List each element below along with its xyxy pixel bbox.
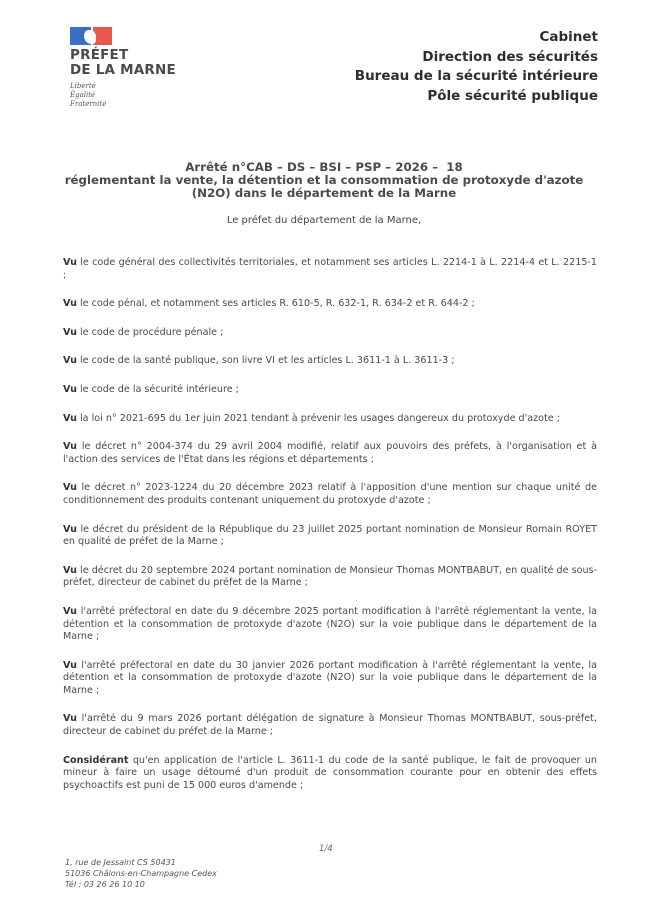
paragraph-text: le décret du président de la République du 23 juillet 2025 portant nomination de Monsieur Romain ROYET en qualité de préfet de la Marne ; — [63, 523, 597, 548]
legal-paragraph — [63, 660, 597, 698]
paragraph-text: le code de la santé publique, son livre VI et les articles L. 3611-1 à L. 3611-3 ; — [76, 355, 455, 367]
footer-address-line1: 1, rue de Jessaint CS 50431 — [65, 858, 176, 867]
legal-paragraph — [63, 606, 597, 644]
legal-paragraph — [63, 384, 597, 397]
paragraph-text: le décret du 20 septembre 2024 portant nomination de Monsieur Thomas MONTBABUT, en qualité de sous-préfet, directeur de cabinet du préfet de la Marne ; — [63, 564, 597, 589]
paragraph-text: la loi n° 2021-695 du 1er juin 2021 tendant à prévenir les usages dangereux du protoxyde d'azote ; — [76, 412, 560, 424]
service-line: Direction des sécurités — [422, 48, 598, 65]
footer-phone: Tél : 03 26 26 10 10 — [65, 880, 145, 889]
legal-paragraph — [63, 482, 597, 507]
paragraph-lead: Vu — [63, 713, 77, 725]
motto-egalite: Égalité — [70, 91, 96, 99]
decree-subject-line1: réglementant la vente, la détention et la consommation de protoxyde d'azote — [64, 173, 584, 187]
logo-title-line1: PRÉFET — [70, 47, 129, 63]
paragraph-text: le code de procédure pénale ; — [76, 326, 224, 338]
paragraph-lead: Considérant — [63, 754, 129, 766]
legal-paragraph — [63, 298, 597, 311]
paragraph-lead: Vu — [63, 383, 77, 395]
footer-address — [65, 857, 217, 890]
paragraph-text: le décret n° 2004-374 du 29 avril 2004 modifié, relatif aux pouvoirs des préfets, à l'organisation et à l'action des services de l'État dans les régions et départements ; — [63, 441, 597, 465]
service-header — [355, 28, 598, 106]
paragraph-text: l'arrêté préfectoral en date du 9 décembre 2025 portant modification à l'arrêté réglementant la vente, la détention et la consommation de protoxyde d'azote (N2O) sur la voie publique dans le département de la Marne ; — [63, 605, 597, 643]
paragraph-lead: Vu — [63, 257, 77, 268]
paragraph-lead: Vu — [63, 482, 77, 494]
service-line: Cabinet — [539, 29, 598, 45]
legal-paragraph — [63, 327, 597, 340]
paragraph-lead: Vu — [63, 523, 77, 535]
logo-title — [70, 48, 176, 78]
decree-title — [0, 161, 648, 200]
motto-fraternite: Fraternité — [70, 100, 107, 108]
decree-subject-line2: (N2O) dans le département de la Marne — [191, 186, 457, 200]
paragraph-lead: Vu — [63, 412, 77, 424]
decree-number: Arrêté n°CAB – DS – BSI – PSP – 2026 – 18 — [185, 160, 463, 174]
paragraph-text: l'arrêté préfectoral en date du 30 janvier 2026 portant modification à l'arrêté réglementant la vente, la détention et la consommation de protoxyde d'azote (N2O) sur la voie publique dans le département de la Marne ; — [63, 659, 597, 696]
logo-title-line2: DE LA MARNE — [70, 62, 176, 78]
paragraph-lead: Vu — [63, 326, 77, 338]
paragraph-text: le code pénal, et notamment ses articles R. 610-5, R. 632-1, R. 634-2 et R. 644-2 ; — [76, 298, 475, 310]
paragraph-lead: Vu — [63, 605, 77, 617]
legal-paragraph — [63, 355, 597, 368]
footer-address-line2: 51036 Châlons-en-Champagne Cedex — [65, 869, 217, 878]
page-number: 1/4 — [319, 844, 333, 854]
legal-paragraph — [63, 713, 597, 738]
republic-motto — [70, 82, 176, 109]
prefecture-logo — [70, 27, 176, 109]
legal-paragraph — [63, 257, 597, 282]
service-line: Pôle sécurité publique — [427, 87, 598, 104]
preamble: Le préfet du département de la Marne, — [226, 215, 422, 226]
legal-paragraph — [63, 565, 597, 590]
legal-paragraph — [63, 413, 597, 426]
service-line: Bureau de la sécurité intérieure — [354, 68, 598, 84]
paragraph-text: le décret n° 2023-1224 du 20 décembre 2023 relatif à l'apposition d'une mention sur chaque unité de conditionnement des produits contenant uniquement du protoxyde d'azote ; — [63, 482, 597, 506]
paragraph-text: le code général des collectivités territoriales, et notamment ses articles L. 2214-1 à L. 2214-4 et L. 2215-1 ; — [63, 257, 597, 281]
legal-paragraph — [63, 755, 597, 793]
paragraph-text: le code de la sécurité intérieure ; — [76, 383, 239, 395]
paragraph-text: l'arrêté du 9 mars 2026 portant délégation de signature à Monsieur Thomas MONTBABUT, sous-préfet, directeur de cabinet du préfet de la Marne ; — [63, 713, 597, 738]
document-body — [63, 257, 597, 808]
paragraph-lead: Vu — [63, 355, 77, 367]
marianne-flag-icon — [70, 27, 112, 45]
legal-paragraph — [63, 441, 597, 466]
motto-liberte: Liberté — [70, 82, 96, 90]
paragraph-lead: Vu — [63, 659, 77, 671]
paragraph-lead: Vu — [63, 564, 77, 576]
legal-paragraph — [63, 524, 597, 549]
paragraph-text: qu'en application de l'article L. 3611-1 du code de la santé publique, le fait de provoquer un mineur à faire un usage détourné d'un produit de consommation courante pour en obtenir des effets psychoactifs est puni de 15 000 euros d'amende ; — [63, 754, 597, 791]
paragraph-lead: Vu — [63, 441, 77, 453]
paragraph-lead: Vu — [63, 298, 77, 310]
